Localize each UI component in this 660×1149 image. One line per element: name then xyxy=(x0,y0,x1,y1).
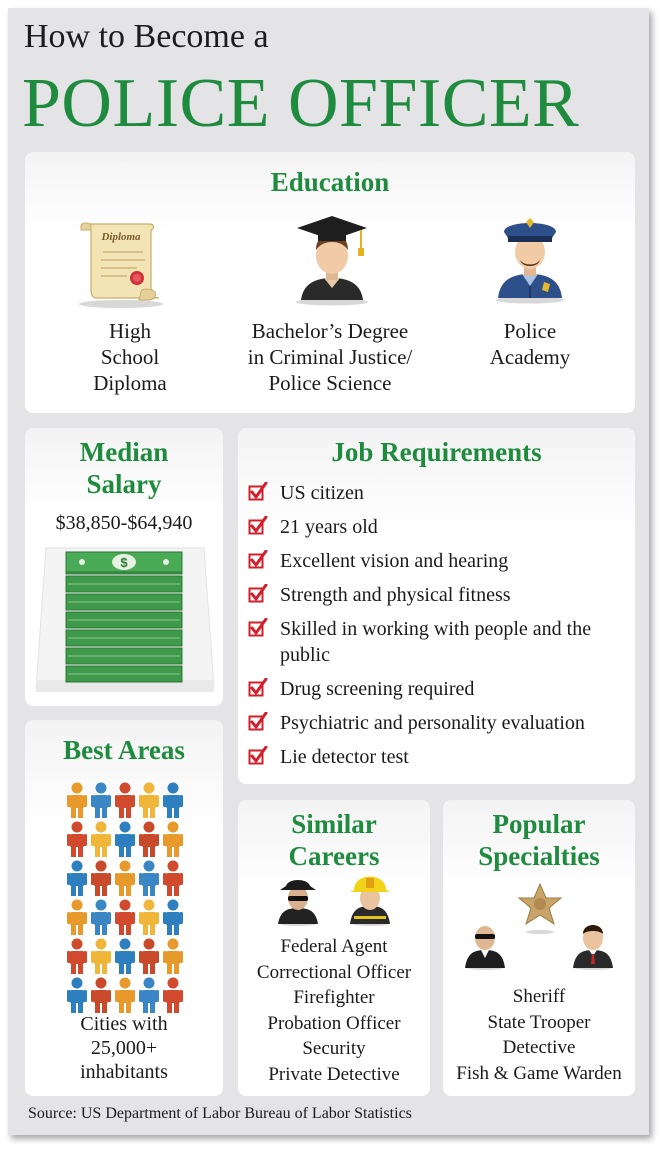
person-icon xyxy=(163,861,183,897)
person-icon xyxy=(67,978,87,1014)
checkbox-icon xyxy=(248,482,268,502)
person-icon xyxy=(163,939,183,975)
person-icon xyxy=(139,978,159,1014)
specialties-panel xyxy=(443,800,635,1096)
requirement-item: Drug screening required xyxy=(280,678,475,700)
list-item: Probation Officer xyxy=(267,1012,401,1034)
list-item: Fish & Game Warden xyxy=(456,1062,622,1084)
areas-title: Best Areas xyxy=(63,735,185,765)
education-item-label: Police Academy xyxy=(489,319,571,369)
education-panel xyxy=(25,152,635,413)
person-icon xyxy=(115,939,135,975)
person-icon xyxy=(67,900,87,936)
salary-title: Median Salary xyxy=(79,437,169,499)
checkbox-icon xyxy=(248,678,268,698)
salary-panel xyxy=(25,428,223,706)
person-icon xyxy=(139,939,159,975)
person-icon xyxy=(115,900,135,936)
education-item-label: Bachelor’s Degree in Criminal Justice/ Police Science xyxy=(247,319,413,395)
person-icon xyxy=(115,978,135,1014)
careers-title: Similar Careers xyxy=(288,809,380,871)
diploma-icon xyxy=(75,218,167,310)
person-icon xyxy=(67,783,87,819)
list-item: Detective xyxy=(502,1037,576,1058)
specialties-list xyxy=(443,984,635,1086)
diploma-label: Diploma xyxy=(101,231,141,243)
list-item: Security xyxy=(302,1038,366,1059)
person-icon xyxy=(67,822,87,858)
list-item: Federal Agent xyxy=(280,936,388,957)
person-icon xyxy=(67,939,87,975)
education-item-label: High School Diploma xyxy=(93,319,167,395)
areas-panel xyxy=(25,720,223,1096)
specialties-title: Popular Specialties xyxy=(478,809,600,871)
requirements-title: Job Requirements xyxy=(331,437,542,467)
person-icon xyxy=(139,822,159,858)
person-icon xyxy=(91,900,111,936)
person-icon xyxy=(163,783,183,819)
checkbox-icon xyxy=(248,618,268,638)
careers-list xyxy=(238,934,430,1087)
person-icon xyxy=(115,861,135,897)
person-icon xyxy=(91,978,111,1014)
sheriff-star-icon xyxy=(517,882,563,934)
list-item: State Trooper xyxy=(487,1011,591,1033)
salary-range: $38,850-$64,940 xyxy=(55,512,193,534)
checkbox-icon xyxy=(248,712,268,732)
person-icon xyxy=(115,822,135,858)
secret-agent-icon xyxy=(276,876,320,926)
person-icon xyxy=(139,900,159,936)
requirements-panel xyxy=(238,428,635,784)
person-icon xyxy=(91,939,111,975)
checkbox-icon xyxy=(248,550,268,570)
person-icon xyxy=(163,822,183,858)
firefighter-icon xyxy=(348,872,392,926)
page-title: POLICE OFFICER xyxy=(22,65,580,142)
person-icon xyxy=(67,861,87,897)
people-grid-icon xyxy=(65,782,185,1014)
list-item: Correctional Officer xyxy=(256,961,412,983)
requirement-item: Excellent vision and hearing xyxy=(280,550,509,572)
requirement-item: 21 years old xyxy=(280,516,378,538)
requirement-item: Strength and physical fitness xyxy=(280,584,511,606)
person-icon xyxy=(115,783,135,819)
graduate-icon xyxy=(291,210,373,306)
checkbox-icon xyxy=(248,584,268,604)
education-title: Education xyxy=(270,167,390,197)
person-icon xyxy=(163,900,183,936)
person-icon xyxy=(91,783,111,819)
person-icon xyxy=(91,861,111,897)
header-line1: How to Become a xyxy=(24,18,269,55)
list-item: Private Detective xyxy=(268,1063,400,1085)
svg-text:$: $ xyxy=(120,555,128,570)
bodyguard-icon xyxy=(463,918,507,970)
person-icon xyxy=(139,783,159,819)
person-icon xyxy=(91,822,111,858)
person-icon xyxy=(163,978,183,1014)
police-officer-figure xyxy=(490,208,570,304)
money-stack-icon xyxy=(30,542,218,702)
checkbox-icon xyxy=(248,516,268,536)
requirement-item: US citizen xyxy=(280,482,364,504)
requirement-item: Psychiatric and personality evaluation xyxy=(280,712,585,734)
detective-icon xyxy=(571,916,615,970)
careers-panel xyxy=(238,800,430,1096)
areas-caption: Cities with 25,000+ inhabitants xyxy=(80,1013,168,1083)
list-item: Sheriff xyxy=(512,986,566,1007)
source-note: Source: US Department of Labor Bureau of Labor Statistics xyxy=(28,1105,412,1122)
list-item: Firefighter xyxy=(293,987,375,1008)
requirement-item: Lie detector test xyxy=(280,746,409,768)
checkbox-icon xyxy=(248,746,268,766)
requirement-item: Skilled in working with people and the public xyxy=(280,618,592,666)
person-icon xyxy=(139,861,159,897)
